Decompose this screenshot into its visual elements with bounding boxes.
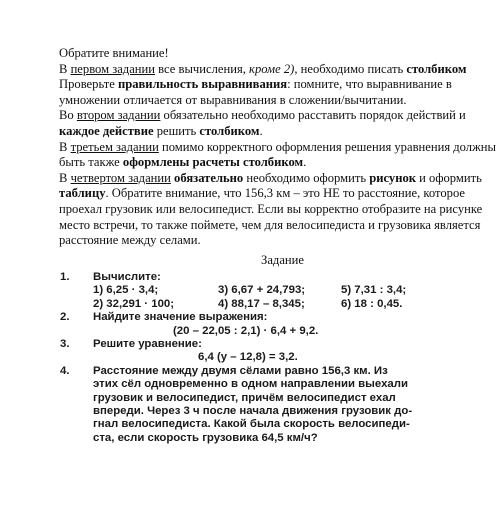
instruction-alignment [59, 77, 502, 93]
task-1-item: 4) 88,17 – 8,345; [218, 297, 305, 310]
text-span: оформлены расчеты столбиком [122, 155, 304, 170]
text-span: быть также [59, 155, 123, 170]
text-span: этих сёл одновременно в одном направлении выехали [93, 378, 408, 391]
instruction-task4-3 [59, 202, 502, 218]
text-span: решить [153, 123, 200, 138]
instruction-task3-2 [59, 155, 502, 171]
text-span: необходимо оформить [243, 170, 370, 185]
text-span: помимо корректного оформления решения уравнения должны [158, 139, 496, 154]
text-span: расстояние между селами. [59, 233, 201, 248]
text-span: и оформить [416, 170, 482, 185]
instruction-task2-2 [59, 124, 502, 140]
instruction-task2 [59, 108, 502, 124]
text-span: Расстояние между двумя сёлами равно 156,3 км. Из [93, 364, 388, 377]
text-span: правильность выравнивания [117, 77, 288, 92]
task-1-item: 6) 18 : 0,45. [341, 297, 403, 310]
text-span: 1. [60, 271, 70, 283]
text-span: Решите уравнение: [93, 337, 202, 350]
instruction-task4-4 [59, 218, 502, 234]
text-span: рисунок [369, 170, 417, 185]
text-span: столбиком [199, 123, 260, 138]
task-1-item: 2) 32,291 · 100; [93, 297, 175, 310]
task-1-item: 1) 6,25 · 3,4; [93, 284, 159, 297]
text-span: третьем задании [70, 139, 159, 154]
text-span: таблицу [59, 186, 106, 201]
text-span: проехал грузовик или велосипедист. Если вы корректно отобразите на рисунке [59, 201, 483, 216]
text-span: В [59, 139, 71, 154]
task-1-item: 3) 6,67 + 24,793; [218, 284, 306, 297]
text-span: грузовик и велосипедист, причём велосипедист ехал [93, 391, 396, 404]
instruction-task1 [59, 62, 502, 78]
instruction-task3 [59, 140, 502, 156]
text-span: . [259, 123, 263, 138]
text-span: . Обратите внимание, что 156,3 км – это НЕ то расстояние, которое [105, 186, 465, 201]
text-span: 2. [60, 311, 70, 324]
text-span: 4. [60, 364, 70, 377]
text-span: Во [59, 108, 77, 123]
text-span: столбиком [406, 61, 467, 76]
text-span: Вычислите: [93, 271, 161, 283]
text-span: обязательно необходимо расставить порядок действий и [160, 108, 466, 123]
text-span: . [303, 155, 307, 170]
text-span: В [59, 170, 71, 185]
text-span: место встречи, то также поймете, чем для велосипедиста и грузовика является [59, 217, 481, 232]
text-span: впереди. Через 3 ч после начала движения грузовик до- [93, 404, 413, 417]
attention-line [59, 46, 502, 62]
text-span: Проверьте [59, 77, 118, 92]
text-span: 3. [60, 337, 70, 350]
text-span: (20 – 22,05 : 2,1) · 6,4 + 9,2. [173, 324, 319, 337]
text-span: 6,4 (y – 12,8) = 3,2. [198, 351, 298, 364]
text-span: каждое действие [59, 123, 154, 138]
text-span: умножении отличается от выравнивания в сложении/вычитании. [59, 92, 407, 107]
text-span: ста, если скорость грузовика 64,5 км/ч? [93, 431, 318, 444]
task-section-title: Задание [261, 253, 304, 267]
instruction-task4 [59, 171, 502, 187]
task-1-item: 5) 7,31 : 3,4; [341, 284, 407, 297]
text-span: гнал велосипедиста. Какой была скорость велосипеди- [93, 418, 410, 431]
text-span: все вычисления, [155, 61, 250, 76]
text-span: , необходимо писать [294, 61, 407, 76]
text-span: первом задании [70, 61, 156, 76]
text-span: обязательно [174, 170, 244, 185]
instruction-alignment-2 [59, 93, 502, 109]
instructions [59, 46, 502, 249]
text-span: В [59, 61, 71, 76]
text-span: кроме 2) [249, 61, 295, 76]
text-span: Найдите значение выражения: [93, 311, 268, 324]
text-span: четвертом задании [70, 170, 171, 185]
text-span: : помните, что выравнивание в [287, 77, 452, 92]
instruction-task4-5 [59, 233, 502, 249]
text-span: Обратите внимание! [59, 46, 169, 60]
instruction-task4-2 [59, 186, 502, 202]
text-span: втором задании [76, 108, 161, 123]
